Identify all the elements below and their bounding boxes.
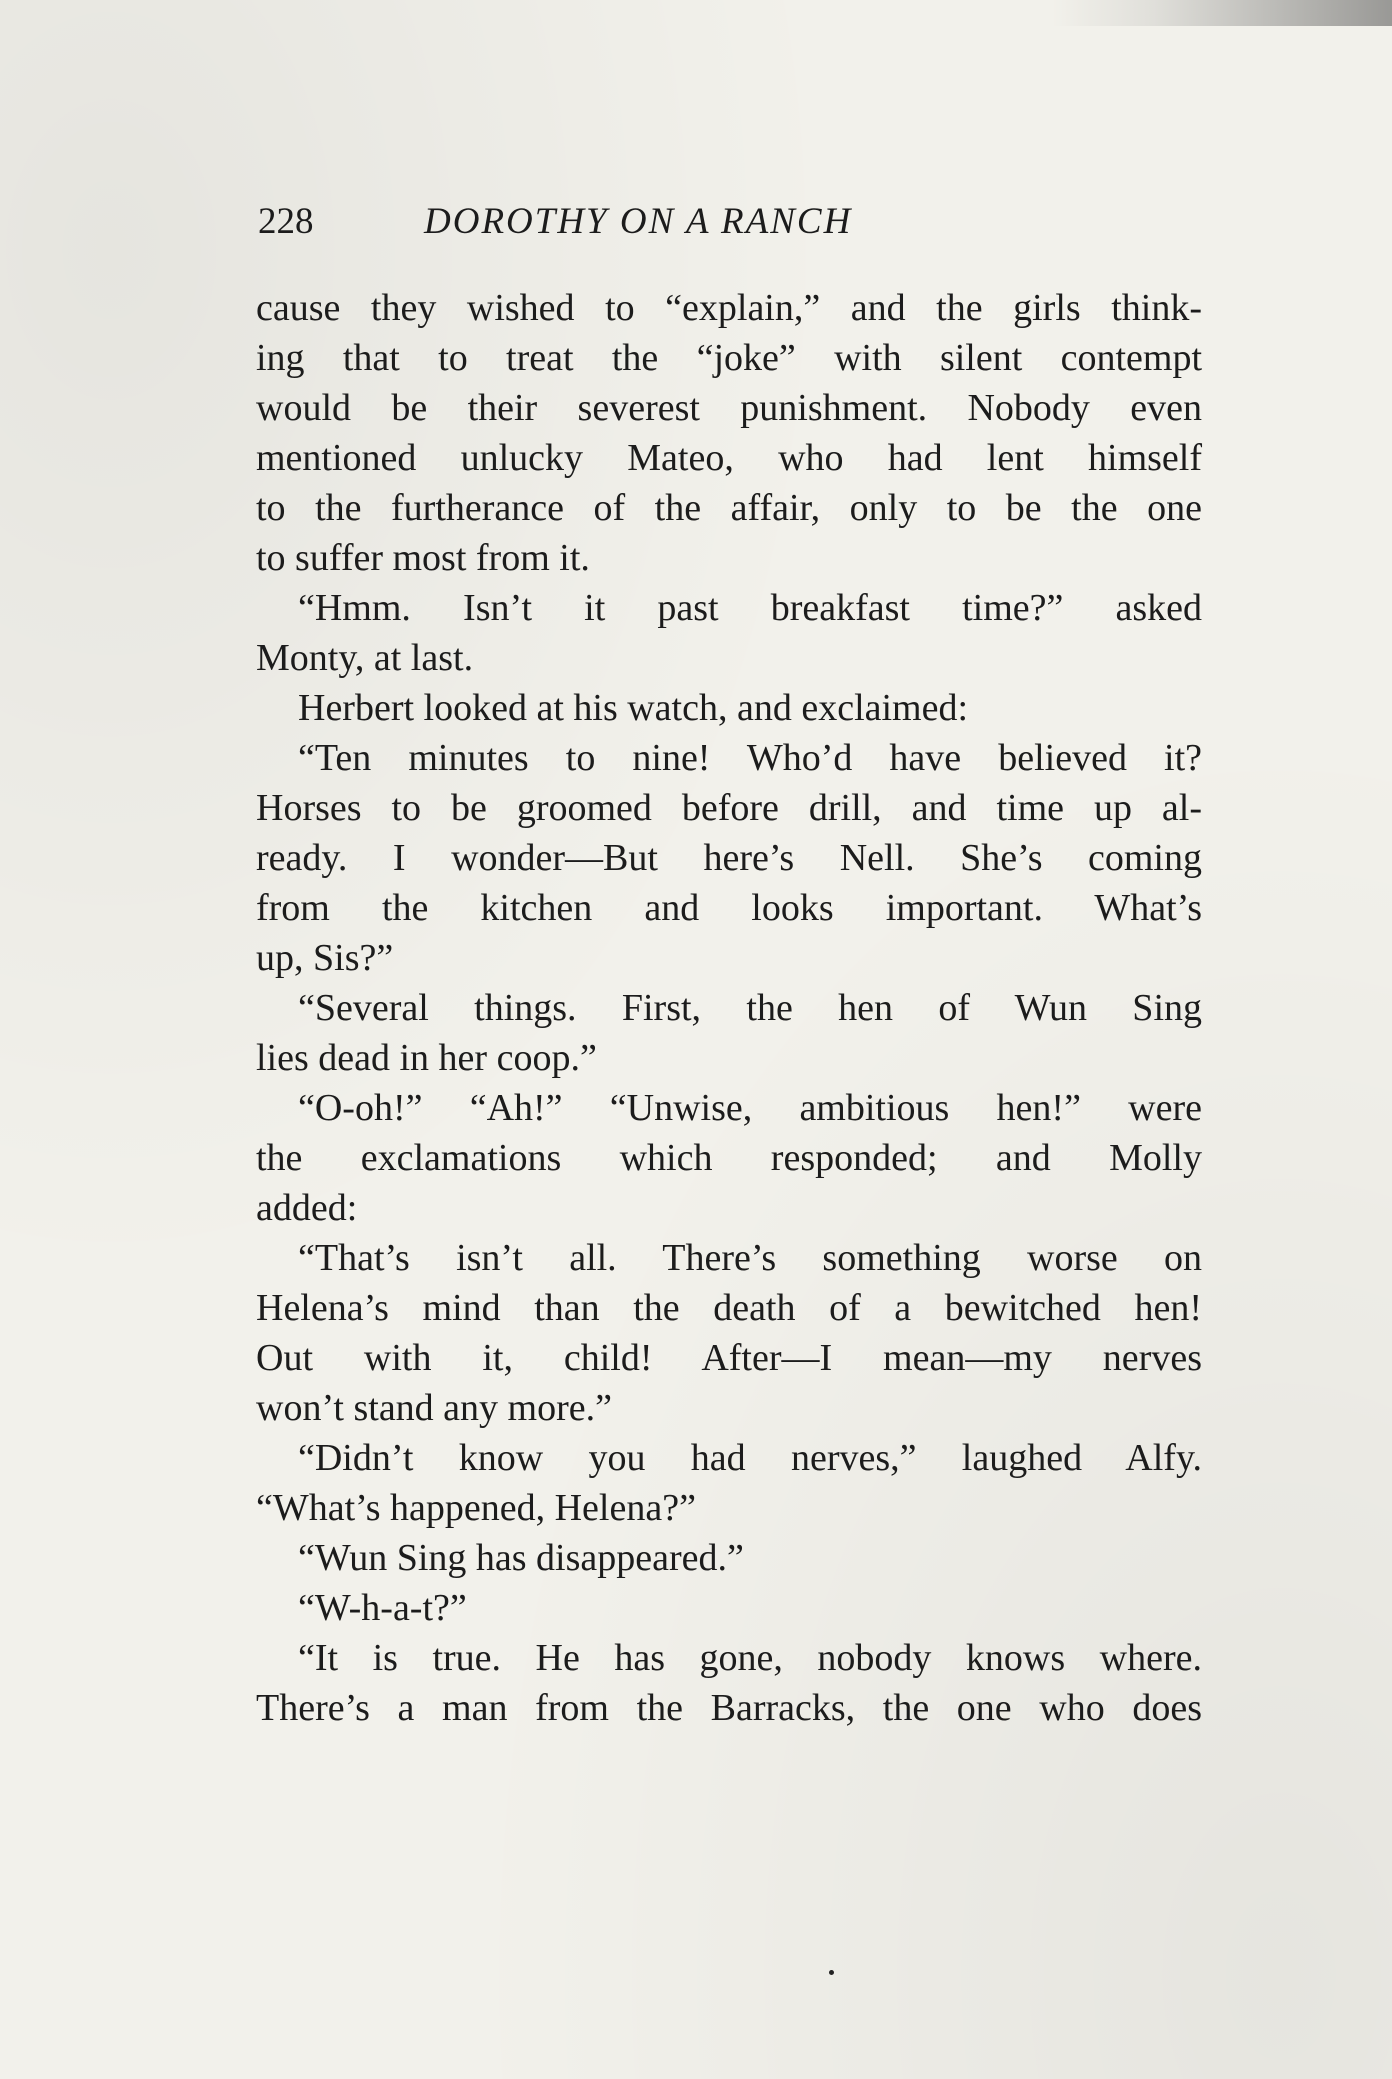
text-line: ing that to treat the “joke” with silent contempt bbox=[256, 337, 1202, 379]
text-line: “That’s isn’t all. There’s something worse on bbox=[298, 1237, 1202, 1279]
text-line: There’s a man from the Barracks, the one who does bbox=[256, 1687, 1202, 1729]
text-line: lies dead in her coop.” bbox=[256, 1037, 597, 1079]
text-line: would be their severest punishment. Nobody even bbox=[256, 387, 1202, 429]
text-line: Helena’s mind than the death of a bewitched hen! bbox=[256, 1287, 1202, 1329]
text-line: “Several things. First, the hen of Wun Sing bbox=[298, 987, 1202, 1029]
text-line: Herbert looked at his watch, and exclaimed: bbox=[298, 687, 969, 729]
text-line: “What’s happened, Helena?” bbox=[256, 1487, 696, 1529]
scan-edge-shadow bbox=[1052, 0, 1392, 26]
text-line: “Hmm. Isn’t it past breakfast time?” asked bbox=[298, 587, 1202, 629]
text-line: up, Sis?” bbox=[256, 937, 394, 979]
running-head bbox=[258, 196, 1158, 248]
text-line: Horses to be groomed before drill, and time up al- bbox=[256, 787, 1202, 829]
text-line: the exclamations which responded; and Molly bbox=[256, 1137, 1202, 1179]
text-line: Out with it, child! After—I mean—my nerves bbox=[256, 1337, 1202, 1379]
text-line: from the kitchen and looks important. What’s bbox=[256, 887, 1202, 929]
text-line: added: bbox=[256, 1187, 358, 1229]
text-line: “O-oh!” “Ah!” “Unwise, ambitious hen!” were bbox=[298, 1087, 1202, 1129]
ink-speck bbox=[829, 1970, 834, 1975]
text-line: “It is true. He has gone, nobody knows where. bbox=[298, 1637, 1202, 1679]
text-line: “Didn’t know you had nerves,” laughed Alfy. bbox=[298, 1437, 1202, 1479]
text-line: to the furtherance of the affair, only to be the one bbox=[256, 487, 1202, 529]
running-title: DOROTHY ON A RANCH bbox=[424, 201, 853, 242]
text-line: Monty, at last. bbox=[256, 637, 474, 679]
page-number: 228 bbox=[258, 201, 314, 242]
text-line: ready. I wonder—But here’s Nell. She’s coming bbox=[256, 837, 1202, 879]
text-line: to suffer most from it. bbox=[256, 537, 590, 579]
text-line: “W-h-a-t?” bbox=[298, 1587, 467, 1629]
text-line: won’t stand any more.” bbox=[256, 1387, 612, 1429]
text-line: cause they wished to “explain,” and the girls think- bbox=[256, 287, 1202, 329]
text-line: “Wun Sing has disappeared.” bbox=[298, 1537, 744, 1579]
body-text bbox=[256, 283, 1202, 1733]
text-line: “Ten minutes to nine! Who’d have believed it? bbox=[298, 737, 1202, 779]
text-line: mentioned unlucky Mateo, who had lent himself bbox=[256, 437, 1202, 479]
